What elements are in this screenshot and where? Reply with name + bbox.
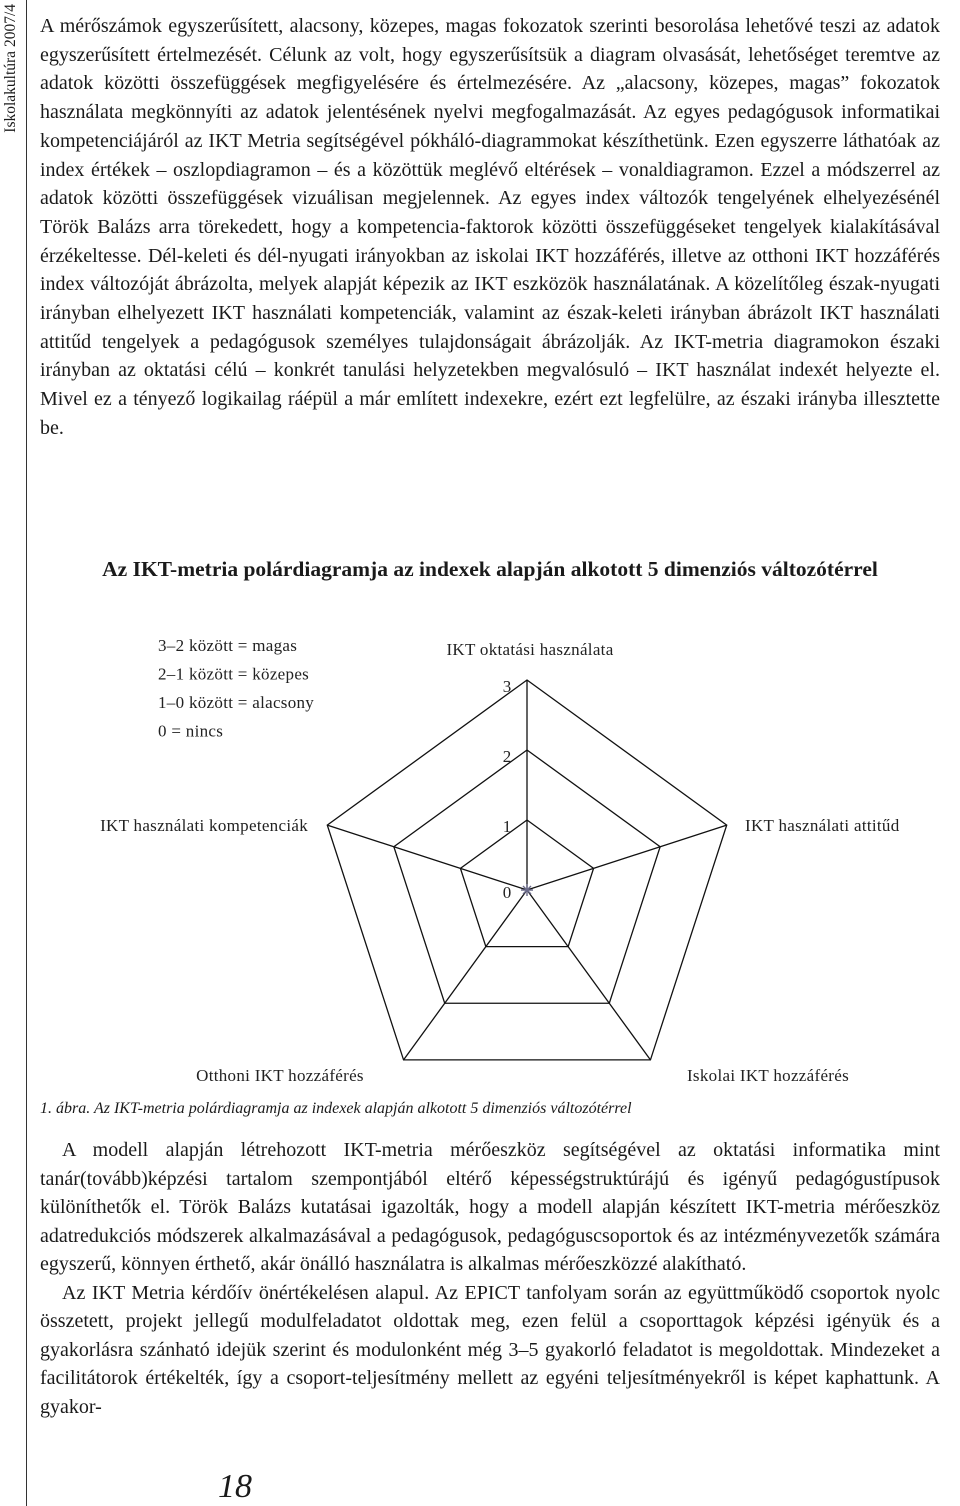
radar-axis-label: IKT használati kompetenciák <box>100 816 308 835</box>
radar-legend-item: 1–0 között = alacsony <box>158 693 315 712</box>
radar-axis-label: Iskolai IKT hozzáférés <box>686 1066 850 1085</box>
radar-tick-label: 2 <box>502 747 512 766</box>
radar-legend-item: 0 = nincs <box>158 721 224 741</box>
figure-title: Az IKT-metria polárdiagramja az indexek alapján alkotott 5 dimenziós változótérrel <box>102 557 878 581</box>
radar-tick-labels <box>503 677 512 902</box>
radar-center-marker <box>521 884 533 896</box>
body-paragraph-1: A modell alapján létrehozott IKT-metria mérőeszköz segítségével az oktatási informatika mint tanár(tovább)képzési tartalom szempontjából eltérő képességstruktúrájú és igényű pedagógustípusok különíthetők el. Török Balázs kutatásai igazolták, hogy a modell alapján készített IKT-metria mérőeszköz adatredukciós módszerek alkalmazásával a pedagógusok, pedagóguscsoportok és az intézményvezetők számára egyszerű, könnyen érthető, akár önálló használatra is alkalmas mérőeszközzé alakítható. <box>40 1139 940 1275</box>
radar-spoke <box>404 890 527 1060</box>
radar-axis-label: IKT oktatási használata <box>446 640 614 659</box>
radar-legend-item: 2–1 között = közepes <box>158 664 310 684</box>
radar-tick-label: 0 <box>502 883 512 902</box>
radar-chart <box>0 615 960 1115</box>
radar-spoke <box>527 825 727 890</box>
running-head: Iskolakultúra 2007/4 <box>2 4 19 133</box>
radar-spoke <box>527 890 650 1060</box>
radar-legend-item: 3–2 között = magas <box>158 636 298 655</box>
radar-legend <box>158 636 314 741</box>
body-paragraph-2: Az IKT Metria kérdőív önértékelésen alapul. Az EPICT tanfolyam során az együttműködő csoportok nyolc összetett, projekt jellegű modulfeladatot oldottak meg, ezen felül a csoporttagok képzési igényük és a gyakorlásra szánható idejük szerint és modulonként még 3–5 gyakorló feladatot is megoldottak. Mindezeket a facilitátorok értékelték, így a csoport-teljesítmény mellett az egyéni teljesítményekről is képet kaphattunk. A gyakor- <box>40 1281 940 1418</box>
radar-spoke <box>327 825 527 890</box>
radar-axis-label: IKT használati attitűd <box>745 816 900 835</box>
figure-caption: 1. ábra. Az IKT-metria polárdiagramja az indexek alapján alkotott 5 dimenziós változótérrel <box>40 1100 632 1117</box>
radar-tick-label: 1 <box>502 817 512 836</box>
radar-tick-label: 3 <box>502 677 512 696</box>
radar-axis-label: Otthoni IKT hozzáférés <box>196 1066 364 1085</box>
body-text-bottom <box>40 1136 940 1421</box>
body-paragraph-top: A mérőszámok egyszerűsített, alacsony, közepes, magas fokozatok szerinti besorolása lehetővé teszi az adatok egyszerűsített értelmezését. Célunk az volt, hogy egyszerűsítsük a diagram olvasását, lehetőséget teremtve az adatok közötti összefüggések megfigyelésére és értelmezésére. Az „alacsony, közepes, magas” fokozatok használata megkönnyíti az adatok jelentésének nyelvi megfogalmazását. Az egyes pedagógusok informatikai kompetenciájáról az IKT Metria segítségével pókháló-diagrammokat készíthetünk. Ezen egyszerre láthatóak az index értékek – oszlopdiagramon – és a közöttük meglévő eltérések – vonaldiagramon. Ezzel a módszerrel az adatok közötti összefüggések vizuálisan megjelennek. Az egyes index változók tengelyének elhelyezésénél Török Balázs arra törekedett, hogy a kompetencia-faktorok közötti összefüggéseket tengelyek kialakításával érzékeltesse. Dél-keleti és dél-nyugati irányokban az iskolai IKT hozzáférés, illetve az otthoni IKT hozzáférés index változóját ábrázolta, melyek alapját képezik az IKT eszközök használatának. A közelítőleg észak-nyugati irányban elhelyezett IKT használati kompetenciák, valamint az észak-keleti irányban ábrázolt IKT használati attitűd tengelyek a pedagógusok személyes tulajdonságait ábrázolják. Az IKT-metria diagramokon északi irányban az oktatási célú – konkrét tanulási helyzetekben megvalósuló – IKT használat indexét helyezte el. Mivel ez a tényező logikailag ráépül a már említett indexekre, ezért ezt legfelülre, az északi irányba illesztette be. <box>40 15 940 439</box>
page-number: 18 <box>218 1468 252 1505</box>
